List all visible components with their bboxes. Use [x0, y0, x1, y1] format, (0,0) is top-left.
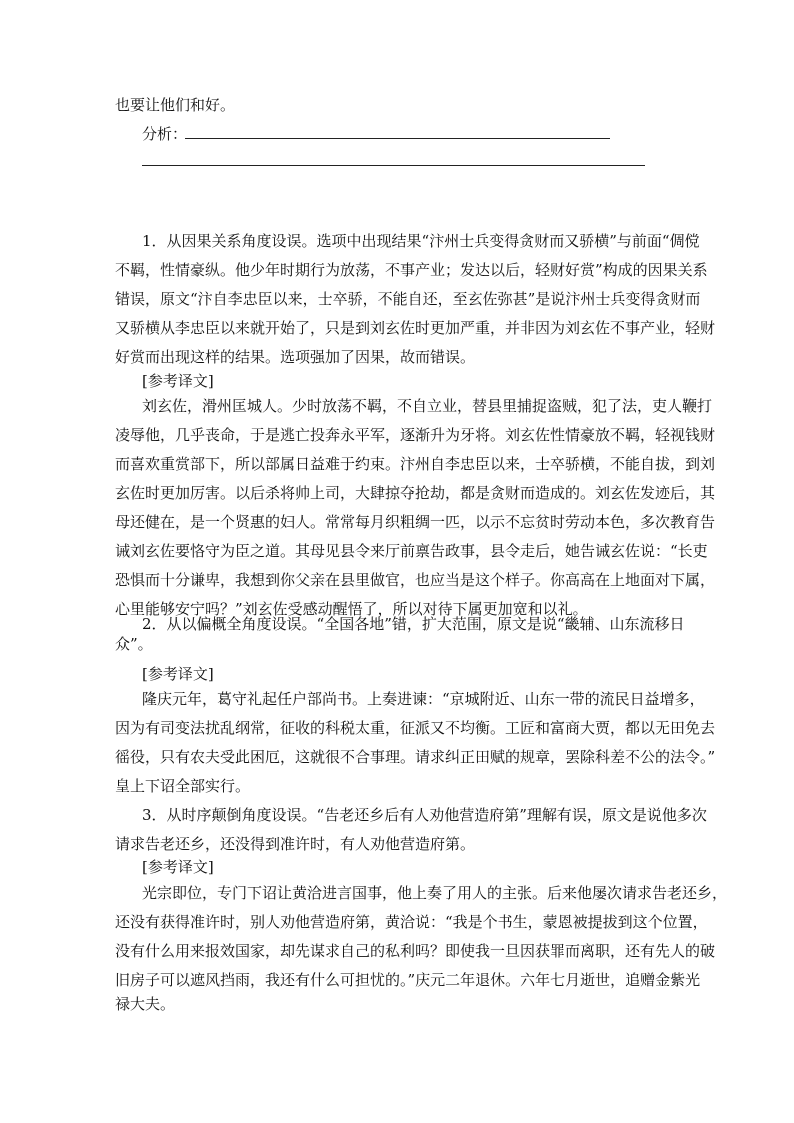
answer-blank-line	[185, 138, 610, 139]
reference-label: [参考译文]	[142, 665, 214, 683]
text-line: 隆庆元年，葛守礼起任户部尚书。上奏进谏：“京城附近、山东一带的流民日益增多，	[142, 690, 705, 708]
text-line: 不羁，性情豪纵。他少年时期行为放荡，不事产业；发达以后，轻财好赏”构成的因果关系	[115, 261, 708, 279]
text-line: 禄大夫。	[115, 995, 176, 1013]
text-line: 好赏而出现这样的结果。选项强加了因果，故而错误。	[115, 348, 476, 366]
reference-label: [参考译文]	[142, 372, 214, 390]
text-line: 1．从因果关系角度设误。选项中出现结果“汴州士兵变得贪财而又骄横”与前面“倜傥	[142, 232, 700, 250]
text-line: 玄佐时更加厉害。以后杀将帅上司，大肆掠夺抢劫，都是贪财而造成的。刘玄佐发迹后，其	[115, 484, 716, 502]
text-line: 恐惧而十分谦卑，我想到你父亲在县里做官，也应当是这个样子。你高高在上地面对下属，	[115, 571, 716, 589]
text-line: 请求告老还乡，还没得到准许时，有人劝他营造府第。	[115, 835, 476, 853]
text-line: 也要让他们和好。	[115, 96, 236, 114]
text-line: 没有什么用来报效国家，却先谋求自己的私利吗？即使我一旦因获罪而离职，还有先人的破	[115, 942, 716, 960]
text-line: 错误，原文“汴自李忠臣以来，士卒骄，不能自还，至玄佐弥甚”是说汴州士兵变得贪财而	[115, 290, 701, 308]
text-line: 徭役，只有农夫受此困厄，这就很不合事理。请求纠正田赋的规章，罢除科差不公的法令。”	[115, 748, 716, 766]
text-line: 众”。	[115, 635, 153, 653]
text-line: 还没有获得准许时，别人劝他营造府第，黄洽说：“我是个书生，蒙恩被提拔到这个位置，	[115, 913, 708, 931]
text-line: 而喜欢重赏部下，所以部属日益难于约束。汴州自李忠臣以来，士卒骄横，不能自拔，到刘	[115, 455, 716, 473]
reference-label: [参考译文]	[142, 858, 214, 876]
text-line: 旧房子可以遮风挡雨，我还有什么可担忧的。”庆元二年退休。六年七月逝世，追赠金紫光	[115, 971, 701, 989]
text-line: 又骄横从李忠臣以来就开始了，只是到刘玄佐时更加严重，并非因为刘玄佐不事产业，轻财	[115, 319, 716, 337]
text-line: 心里能够安宁吗？”刘玄佐受感动醒悟了，所以对待下属更加宽和以礼。	[115, 600, 588, 618]
text-line: 凌辱他，几乎丧命，于是逃亡投奔永平军，逐渐升为牙将。刘玄佐性情豪放不羁，轻视钱财	[115, 426, 716, 444]
text-line: 2．从以偏概全角度设误。“全国各地”错，扩大范围，原文是说“畿辅、山东流移日	[142, 615, 685, 633]
text-line: 诫刘玄佐要恪守为臣之道。其母见县令来厅前禀告政事，县令走后，她告诫玄佐说：“长吏	[115, 542, 708, 560]
text-line: 3．从时序颠倒角度设误。“告老还乡后有人劝他营造府第”理解有误，原文是说他多次	[142, 806, 707, 824]
text-line: 母还健在，是一个贤惠的妇人。常常每月织粗绸一匹，以示不忘贫时劳动本色，多次教育告	[115, 513, 716, 531]
text-line: 刘玄佐，滑州匡城人。少时放荡不羁，不自立业，替县里捕捉盗贼，犯了法，吏人鞭打	[142, 397, 713, 415]
analysis-label: 分析：	[142, 125, 188, 143]
text-line: 光宗即位，专门下诏让黄洽进言国事，他上奏了用人的主张。后来他屡次请求告老还乡，	[142, 884, 728, 902]
text-line: 皇上下诏全部实行。	[115, 777, 251, 795]
text-line: 因为有司变法扰乱纲常，征收的科税太重，征派又不均衡。工匠和富商大贾，都以无田免去	[115, 719, 716, 737]
answer-blank-line	[142, 165, 645, 166]
